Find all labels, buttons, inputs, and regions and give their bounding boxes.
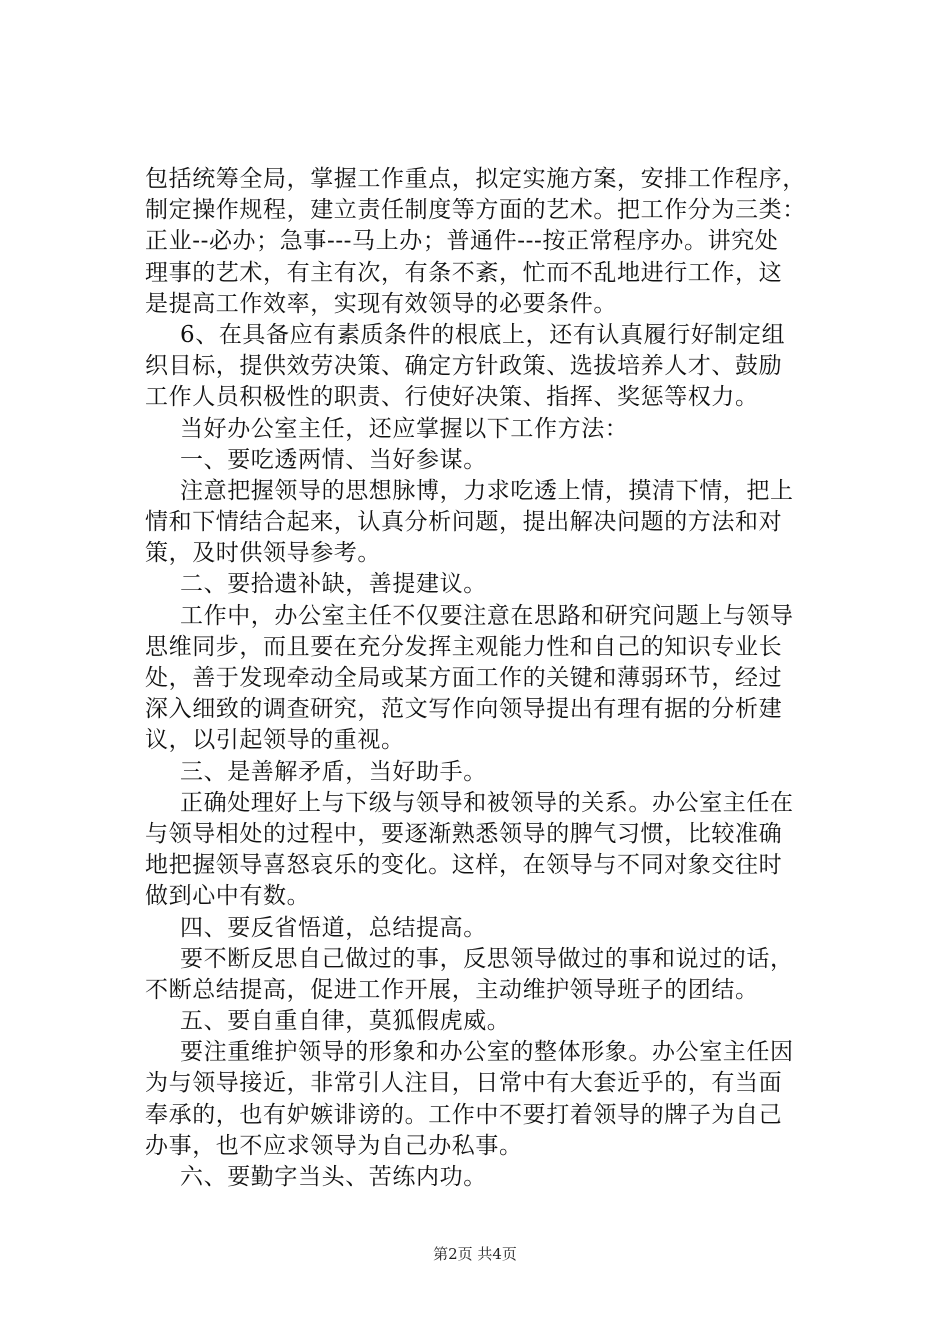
text-line: 制定操作规程，建立责任制度等方面的艺术。把工作分为三类： <box>145 197 806 224</box>
text-line: 要注重维护领导的形象和办公室的整体形象。办公室主任因 <box>180 1039 794 1066</box>
text-line: 6、在具备应有素质条件的根底上，还有认真履行好制定组 <box>180 321 786 348</box>
text-line: 策，及时供领导参考。 <box>145 540 381 567</box>
text-line: 工作人员积极性的职责、行使好决策、指挥、奖惩等权力。 <box>145 384 759 411</box>
text-line: 包括统筹全局，掌握工作重点，拟定实施方案，安排工作程序， <box>145 166 806 192</box>
text-line: 正确处理好上与下级与领导和被领导的关系。办公室主任在 <box>180 789 794 816</box>
text-line: 思维同步，而且要在充分发挥主观能力性和自己的知识专业长 <box>145 633 783 660</box>
text-line: 情和下情结合起来，认真分析问题，提出解决问题的方法和对 <box>145 509 783 536</box>
text-line: 注意把握领导的思想脉博，力求吃透上情，摸清下情，把上 <box>180 477 794 504</box>
body-text <box>145 164 835 1193</box>
text-line: 是提高工作效率，实现有效领导的必要条件。 <box>145 290 617 317</box>
text-line: 为与领导接近，非常引人注目，日常中有大套近乎的，有当面 <box>145 1070 783 1097</box>
text-line: 理事的艺术，有主有次，有条不紊，忙而不乱地进行工作，这 <box>145 259 783 286</box>
text-line: 办事，也不应求领导为自己办私事。 <box>145 1132 523 1159</box>
section-heading: 二、要拾遗补缺，善提建议。 <box>180 571 487 598</box>
text-line: 深入细致的调查研究，范文写作向领导提出有理有据的分析建 <box>145 696 783 723</box>
text-line: 织目标，提供效劳决策、确定方针政策、选拔培养人才、鼓励 <box>145 353 783 380</box>
text-line: 地把握领导喜怒哀乐的变化。这样，在领导与不同对象交往时 <box>145 852 783 879</box>
text-line: 不断总结提高，促进工作开展，主动维护领导班子的团结。 <box>145 976 759 1003</box>
section-heading: 三、是善解矛盾，当好助手。 <box>180 758 487 785</box>
section-heading: 一、要吃透两情、当好参谋。 <box>180 446 487 473</box>
text-line: 工作中，办公室主任不仅要注意在思路和研究问题上与领导 <box>180 602 794 629</box>
text-line: 与领导相处的过程中，要逐渐熟悉领导的脾气习惯，比较准确 <box>145 820 783 847</box>
text-line: 做到心中有数。 <box>145 883 311 910</box>
text-line: 正业--必办；急事---马上办；普通件---按正常程序办。讲究处 <box>145 228 779 255</box>
text-line: 议，以引起领导的重视。 <box>145 727 405 754</box>
text-line: 当好办公室主任，还应掌握以下工作方法： <box>180 415 629 442</box>
section-heading: 六、要勤字当头、苦练内功。 <box>180 1164 487 1190</box>
text-line: 要不断反思自己做过的事，反思领导做过的事和说过的话， <box>180 945 794 972</box>
text-line: 处，善于发现牵动全局或某方面工作的关键和薄弱环节，经过 <box>145 665 783 691</box>
text-line: 奉承的，也有妒嫉诽谤的。工作中不要打着领导的牌子为自己 <box>145 1101 783 1128</box>
section-heading: 五、要自重自律，莫狐假虎威。 <box>180 1008 511 1035</box>
page-number-footer: 第2页 共4页 <box>433 1245 517 1263</box>
section-heading: 四、要反省悟道，总结提高。 <box>180 914 487 941</box>
